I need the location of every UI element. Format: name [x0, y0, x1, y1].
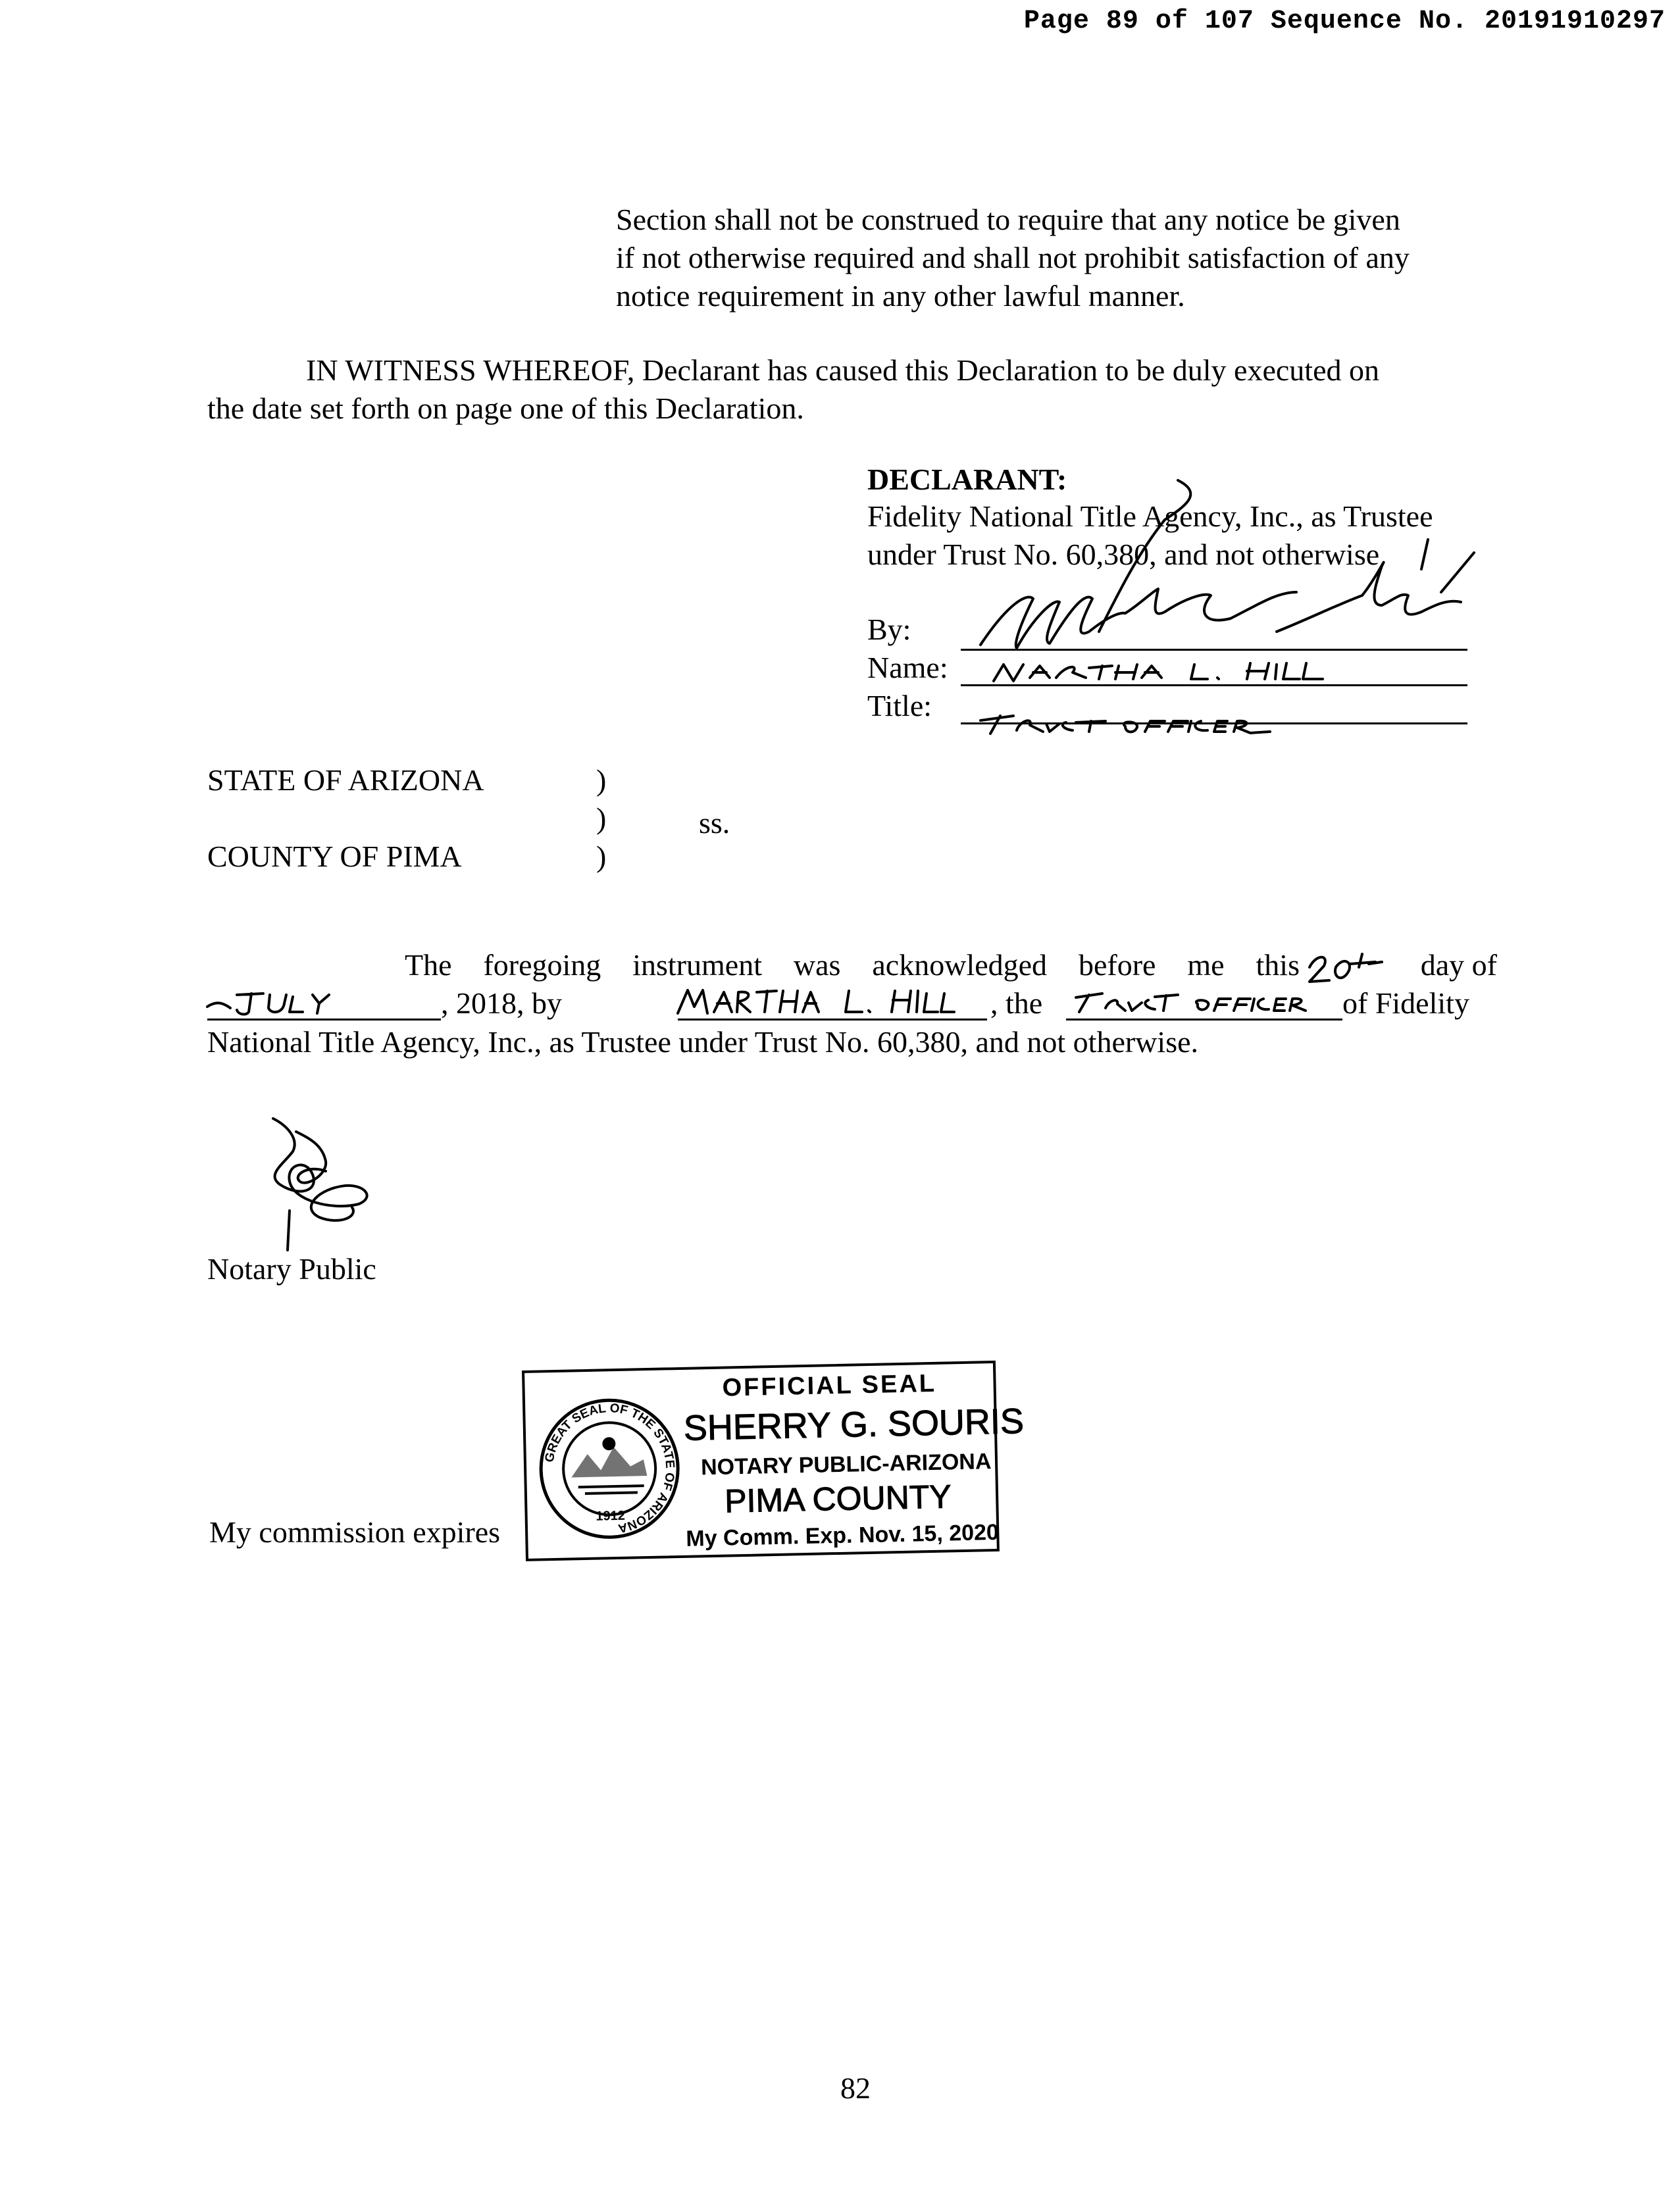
- notice-line: if not otherwise required and shall not prohibit satisfaction of any: [616, 241, 1410, 274]
- seal-notary-name: SHERRY G. SOURIS: [683, 1401, 1025, 1448]
- seal-emblem-year: 1912: [596, 1508, 626, 1524]
- arizona-state-seal-emblem: [537, 1396, 682, 1541]
- declarant-signature: [967, 566, 1494, 737]
- declarant-entity-line: under Trust No. 60,380, and not otherwise: [867, 538, 1380, 571]
- title-label: Title:: [867, 689, 932, 722]
- seal-notary-state: NOTARY PUBLIC-ARIZONA: [700, 1449, 992, 1480]
- venue-ss: ss.: [699, 806, 730, 840]
- notice-line: Section shall not be construed to require that any notice be given: [616, 203, 1400, 236]
- venue-paren: ): [596, 801, 607, 835]
- ack-of-fidelity: of Fidelity: [1342, 986, 1469, 1020]
- seal-title: OFFICIAL SEAL: [722, 1369, 937, 1402]
- seal-expiration: My Comm. Exp. Nov. 15, 2020: [686, 1519, 1000, 1551]
- witness-paragraph: [207, 351, 1379, 428]
- venue-paren: ): [596, 840, 607, 873]
- commission-expires-label: My commission expires: [209, 1515, 501, 1549]
- notary-public-label: Notary Public: [207, 1252, 376, 1286]
- venue-county: COUNTY OF PIMA: [207, 840, 462, 873]
- page-sequence-header: Page 89 of 107 Sequence No. 20191910297: [1023, 7, 1666, 36]
- ack-line-3: National Title Agency, Inc., as Trustee under Trust No. 60,380, and not otherwise.: [207, 1025, 1199, 1059]
- declarant-heading: DECLARANT:: [867, 463, 1067, 496]
- seal-county: PIMA COUNTY: [724, 1478, 952, 1520]
- witness-line: IN WITNESS WHEREOF, Declarant has caused this Declaration to be duly executed on: [306, 353, 1380, 387]
- page-number: 82: [840, 2071, 871, 2105]
- notice-paragraph: [616, 201, 1410, 315]
- ack-year-by: , 2018, by: [441, 986, 562, 1020]
- ack-the: , the: [990, 986, 1043, 1020]
- ack-line-1-text: The foregoing instrument was acknowledged before me this: [405, 948, 1300, 982]
- seal-emblem-text: GREAT SEAL OF THE STATE OF ARIZONA: [542, 1401, 677, 1536]
- ack-day-of: day of: [1420, 948, 1497, 982]
- notary-signature: [260, 1112, 392, 1263]
- declarant-entity-line: Fidelity National Title Agency, Inc., as Trustee: [867, 499, 1433, 533]
- acknowledgment-handwriting: [197, 934, 1514, 1026]
- declarant-entity: [867, 497, 1433, 574]
- by-label: By:: [867, 613, 911, 646]
- notice-line: notice requirement in any other lawful manner.: [616, 279, 1185, 313]
- venue-state: STATE OF ARIZONA: [207, 763, 484, 797]
- venue-paren: ): [596, 763, 607, 797]
- official-seal-stamp: [522, 1361, 1025, 1561]
- name-label: Name:: [867, 651, 948, 684]
- witness-line: the date set forth on page one of this Declaration.: [207, 391, 804, 425]
